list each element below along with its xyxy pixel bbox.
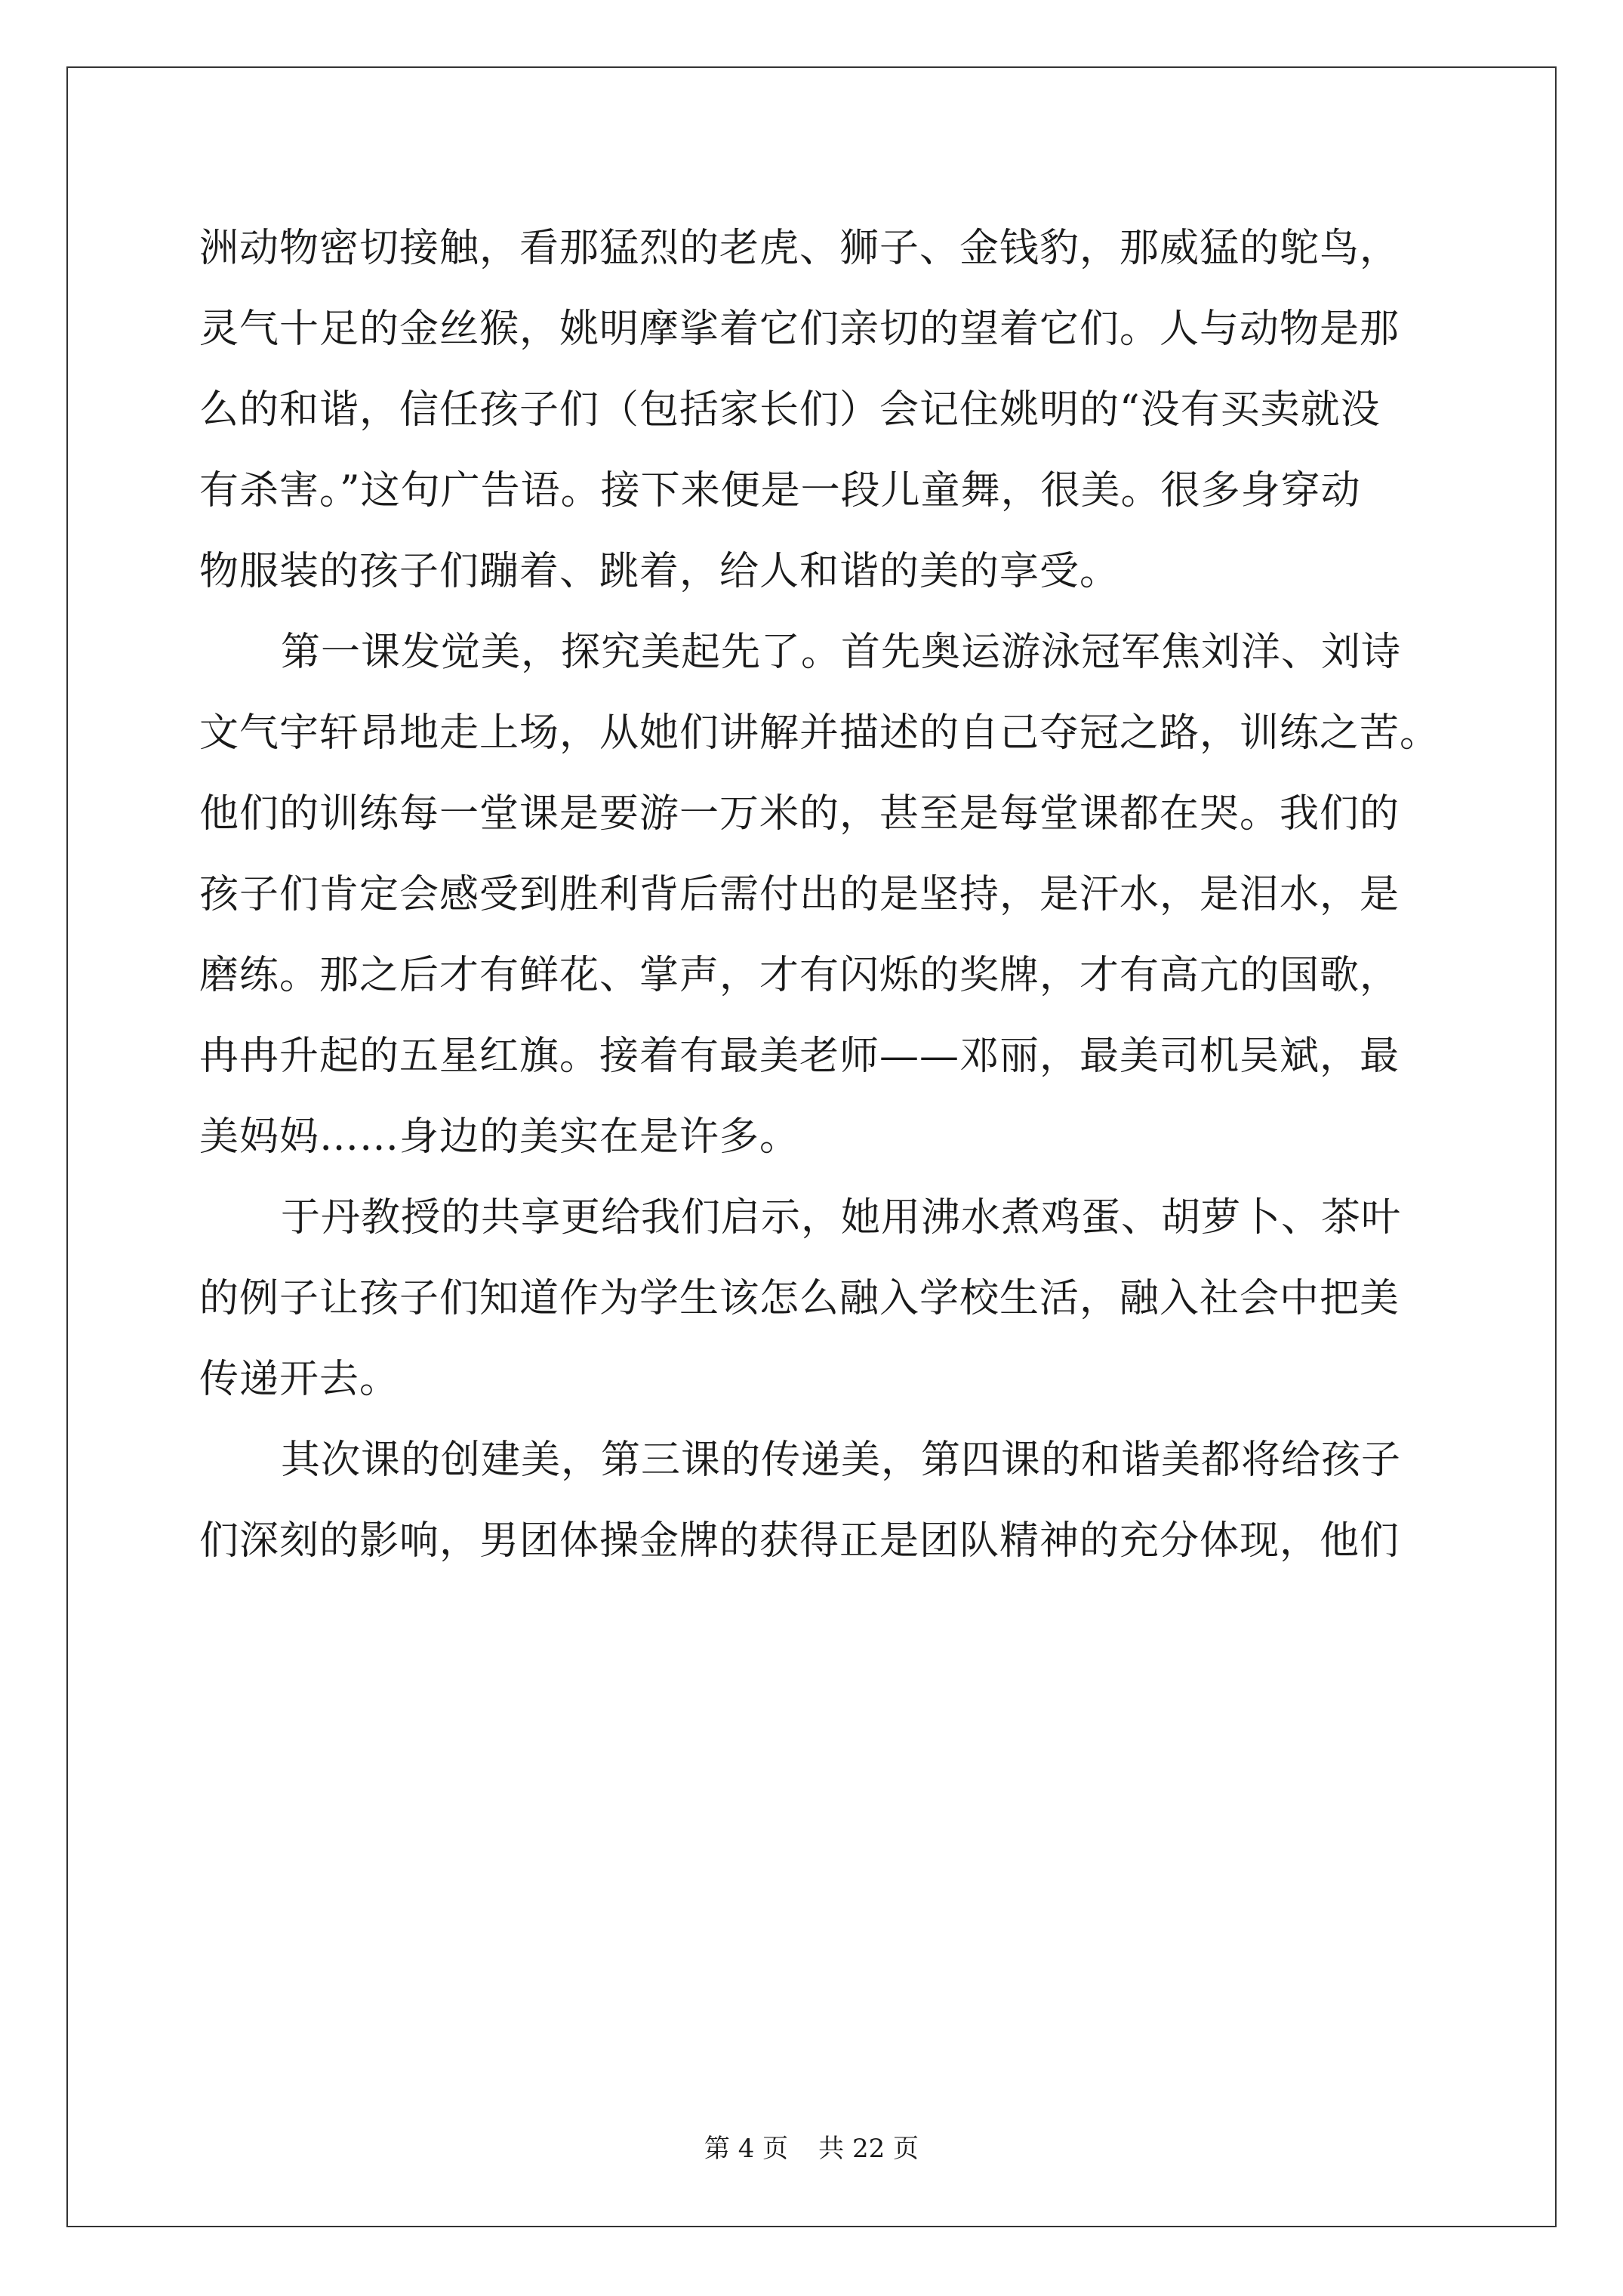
text-line-8: 他们的训练每一堂课是要游一万米的，甚至是每堂课都在哭。我们的 xyxy=(199,791,1400,837)
text-line-14: 的例子让孩子们知道作为学生该怎么融入学校生活，融入社会中把美 xyxy=(199,1276,1400,1321)
text-line-4: 有杀害。”这句广告语。接下来便是一段儿童舞，很美。很多身穿动 xyxy=(199,468,1361,513)
text-line-7: 文气宇轩昂地走上场，从她们讲解并描述的自己夺冠之路，训练之苦。 xyxy=(199,710,1440,756)
text-line-15: 传递开去。 xyxy=(199,1357,400,1402)
page-total-label: 共 22 页 xyxy=(818,2134,919,2164)
text-line-10: 磨练。那之后才有鲜花、掌声，才有闪烁的奖牌，才有高亢的国歌， xyxy=(199,953,1400,998)
text-line-1: 洲动物密切接触，看那猛烈的老虎、狮子、金钱豹，那威猛的鸵鸟， xyxy=(199,226,1400,271)
page-number-label: 第 4 页 xyxy=(704,2134,789,2164)
page-footer xyxy=(0,2128,1623,2165)
document-body xyxy=(199,208,1445,1582)
text-line-17: 们深刻的影响，男团体操金牌的获得正是团队精神的充分体现，他们 xyxy=(199,1518,1400,1564)
text-line-11: 冉冉升起的五星红旗。接着有最美老师——邓丽，最美司机吴斌，最 xyxy=(199,1034,1400,1079)
text-line-3: 么的和谐，信任孩子们（包括家长们）会记住姚明的“没有买卖就没 xyxy=(199,387,1381,433)
text-line-5: 物服装的孩子们蹦着、跳着，给人和谐的美的享受。 xyxy=(199,549,1120,594)
text-line-2: 灵气十足的金丝猴，姚明摩挲着它们亲切的望着它们。人与动物是那 xyxy=(199,307,1400,352)
text-line-13: 于丹教授的共享更给我们启示，她用沸水煮鸡蛋、胡萝卜、茶叶 xyxy=(281,1195,1402,1240)
text-line-16: 其次课的创建美，第三课的传递美，第四课的和谐美都将给孩子 xyxy=(281,1438,1402,1483)
text-line-12: 美妈妈……身边的美实在是许多。 xyxy=(199,1114,800,1160)
text-line-6: 第一课发觉美，探究美起先了。首先奥运游泳冠军焦刘洋、刘诗 xyxy=(281,630,1402,675)
text-line-9: 孩子们肯定会感受到胜利背后需付出的是坚持，是汗水，是泪水，是 xyxy=(199,872,1400,917)
